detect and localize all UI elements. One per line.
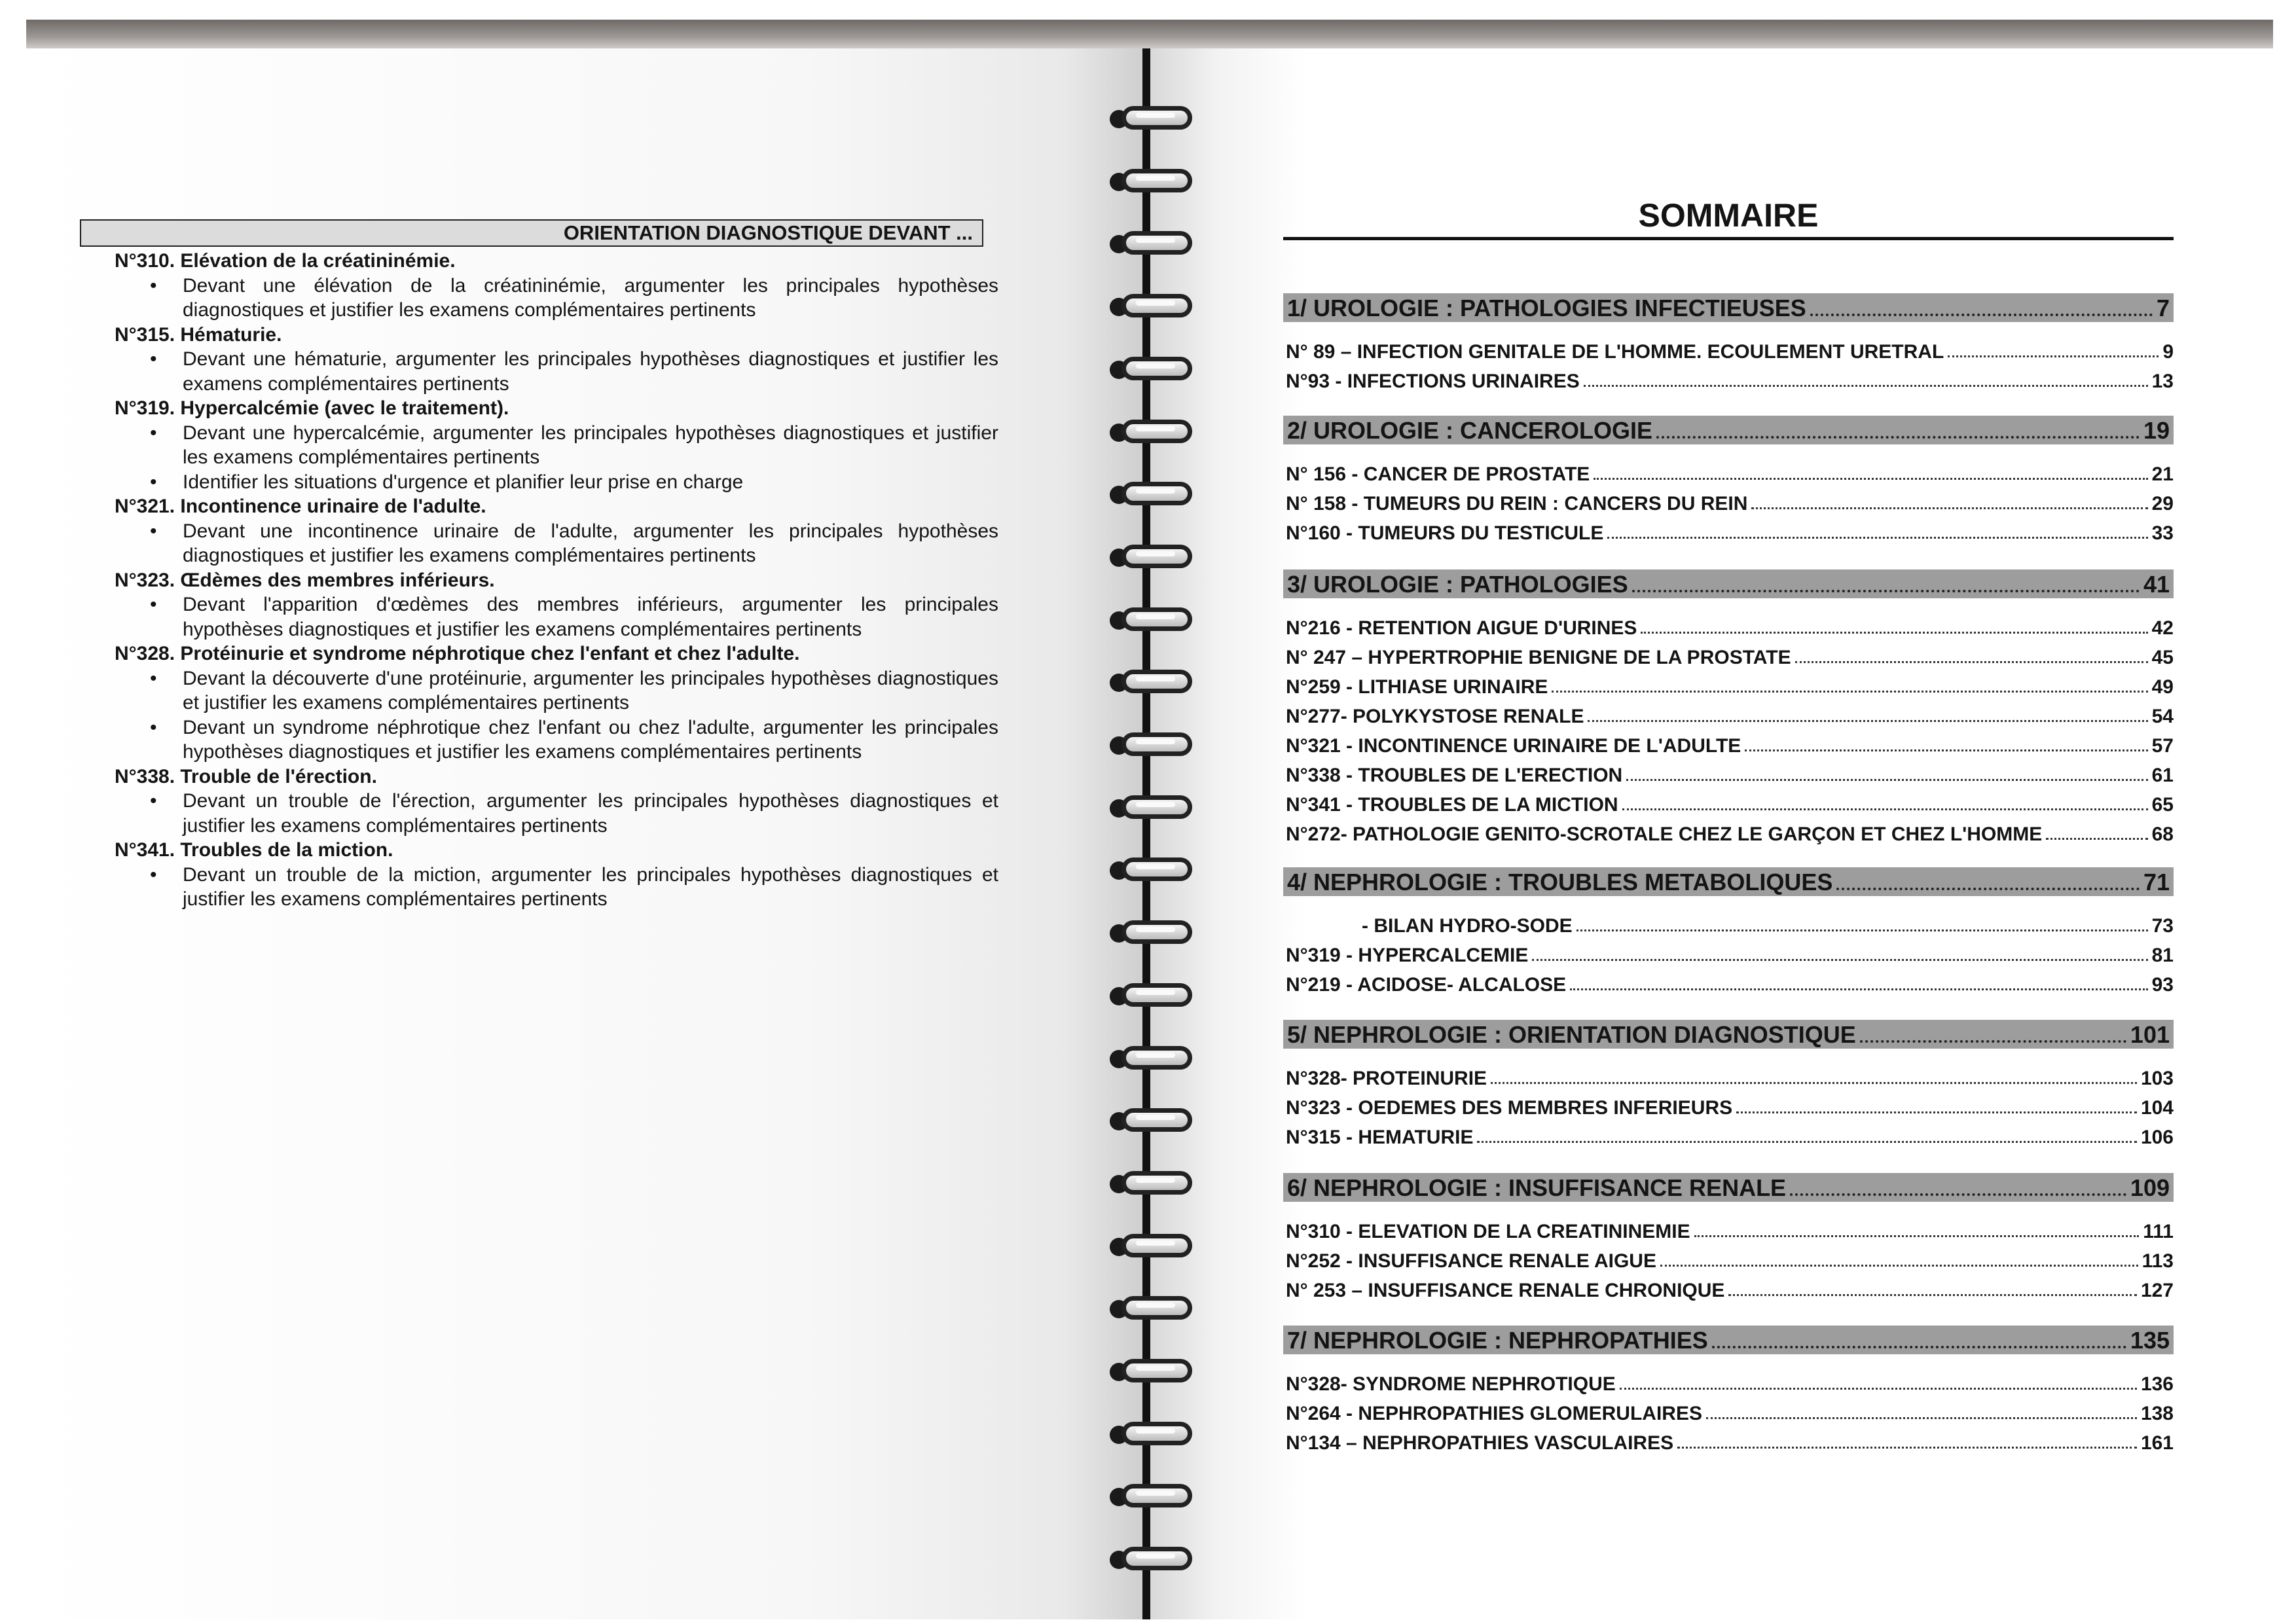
dot-leader bbox=[1795, 661, 2148, 663]
binding-ring bbox=[1110, 1231, 1195, 1261]
ring-wire bbox=[1121, 1359, 1192, 1382]
dot-leader bbox=[1584, 385, 2148, 387]
binding-ring bbox=[1110, 1419, 1195, 1449]
toc-entry bbox=[1283, 640, 2174, 669]
toc-entries bbox=[1283, 1214, 2174, 1302]
toc-section bbox=[1283, 1020, 2174, 1149]
entry-label: N°160 - TUMEURS DU TESTICULE bbox=[1286, 522, 1604, 544]
entry-label: N°134 – NEPHROPATHIES VASCULAIRES bbox=[1286, 1432, 1674, 1454]
dot-leader bbox=[1588, 720, 2147, 722]
objective-title: N°319. Hypercalcémie (avec le traitement). bbox=[115, 397, 509, 419]
toc-entries bbox=[1283, 1060, 2174, 1149]
objectives-list bbox=[115, 249, 998, 912]
toc-entry bbox=[1283, 1060, 2174, 1090]
entry-label: N°93 - INFECTIONS URINAIRES bbox=[1286, 370, 1580, 392]
objective-title: N°338. Trouble de l'érection. bbox=[115, 765, 377, 787]
entry-page-number: 13 bbox=[2151, 370, 2174, 392]
toc-entry bbox=[1283, 698, 2174, 728]
entry-label: N°252 - INSUFFISANCE RENALE AIGUE bbox=[1286, 1250, 1656, 1272]
section-page-number: 19 bbox=[2143, 417, 2170, 444]
binding-ring bbox=[1110, 1106, 1195, 1136]
entry-label: N°216 - RETENTION AIGUE D'URINES bbox=[1286, 617, 1637, 639]
ring-wire bbox=[1121, 732, 1192, 756]
entry-label: N° 247 – HYPERTROPHIE BENIGNE DE LA PROSTATE bbox=[1286, 647, 1791, 668]
section-page-number: 7 bbox=[2156, 295, 2170, 321]
ring-shine bbox=[1136, 1240, 1175, 1246]
toc-entry bbox=[1283, 1396, 2174, 1425]
entry-label: N° 253 – INSUFFISANCE RENALE CHRONIQUE bbox=[1286, 1280, 1725, 1301]
section-page-number: 109 bbox=[2130, 1174, 2170, 1201]
ring-shine bbox=[1136, 739, 1175, 744]
ring-wire bbox=[1121, 1046, 1192, 1070]
ring-shine bbox=[1136, 614, 1175, 619]
toc-entry bbox=[1283, 937, 2174, 967]
ring-shine bbox=[1136, 363, 1175, 369]
binding-ring bbox=[1110, 855, 1195, 885]
dot-leader bbox=[1810, 314, 2153, 316]
dot-leader bbox=[1836, 888, 2140, 890]
toc-entry bbox=[1283, 515, 2174, 545]
dot-leader bbox=[2046, 838, 2147, 840]
entry-label: N° 158 - TUMEURS DU REIN : CANCERS DU REIN bbox=[1286, 493, 1748, 514]
ring-shine bbox=[1136, 864, 1175, 869]
objective-bullets bbox=[115, 863, 998, 912]
toc-entry bbox=[1283, 967, 2174, 996]
toc-section-header bbox=[1283, 867, 2174, 896]
objective-title: N°321. Incontinence urinaire de l'adulte. bbox=[115, 496, 486, 517]
ring-wire bbox=[1121, 106, 1192, 130]
objective-title: N°341. Troubles de la miction. bbox=[115, 839, 393, 861]
binding-ring bbox=[1110, 1293, 1195, 1324]
entry-label: N°319 - HYPERCALCEMIE bbox=[1286, 945, 1529, 966]
toc-entry bbox=[1283, 363, 2174, 393]
objective-bullet: • Devant une hématurie, argumenter les principales hypothèses diagnostiques et justifier les examens complémentaires pertinents bbox=[183, 347, 998, 396]
page-title: SOMMAIRE bbox=[1638, 197, 1819, 234]
entry-label: N°328- SYNDROME NEPHROTIQUE bbox=[1286, 1373, 1616, 1395]
ring-wire bbox=[1121, 231, 1192, 255]
ring-wire bbox=[1121, 1108, 1192, 1132]
toc-section-header bbox=[1283, 1173, 2174, 1202]
binding-ring bbox=[1110, 605, 1195, 635]
entry-page-number: 104 bbox=[2140, 1097, 2174, 1119]
binding-ring bbox=[1110, 1544, 1195, 1574]
section-page-number: 41 bbox=[2143, 571, 2170, 598]
dot-leader bbox=[1552, 691, 2147, 693]
binding-ring bbox=[1110, 1356, 1195, 1386]
objective-title: N°315. Hématurie. bbox=[115, 323, 282, 346]
dot-leader bbox=[1728, 1294, 2137, 1296]
section-page-number: 135 bbox=[2130, 1327, 2170, 1354]
objective-title: N°328. Protéinurie et syndrome néphrotique chez l'enfant et chez l'adulte. bbox=[115, 643, 800, 664]
entry-page-number: 65 bbox=[2151, 794, 2174, 816]
toc-entry bbox=[1283, 456, 2174, 486]
binding-ring bbox=[1110, 542, 1195, 572]
ring-wire bbox=[1121, 420, 1192, 443]
dot-leader bbox=[1712, 1346, 2126, 1348]
objective-bullet: • Devant la découverte d'une protéinurie, argumenter les principales hypothèses diagnostiques et justifier les examens complémentaires pertinents bbox=[183, 666, 998, 715]
entry-page-number: 57 bbox=[2151, 735, 2174, 757]
toc-section-header bbox=[1283, 1326, 2174, 1354]
entry-page-number: 42 bbox=[2151, 617, 2174, 639]
toc-entry bbox=[1283, 669, 2174, 698]
toc-section-header bbox=[1283, 569, 2174, 598]
toc-entry bbox=[1283, 610, 2174, 640]
entry-page-number: 61 bbox=[2151, 765, 2174, 786]
scan-top-edge-gap bbox=[2273, 20, 2296, 48]
dot-leader bbox=[1948, 355, 2159, 357]
toc-entries bbox=[1283, 456, 2174, 545]
objective-bullets bbox=[115, 274, 998, 323]
entry-label: N° 156 - CANCER DE PROSTATE bbox=[1286, 463, 1590, 485]
dot-leader bbox=[1660, 1265, 2138, 1267]
objective-bullets bbox=[115, 347, 998, 396]
ring-shine bbox=[1136, 1115, 1175, 1120]
ring-wire bbox=[1121, 1547, 1192, 1570]
ring-shine bbox=[1136, 1553, 1175, 1559]
entry-label: N° 89 – INFECTION GENITALE DE L'HOMME. ECOULEMENT URETRAL bbox=[1286, 341, 1944, 363]
toc-entry bbox=[1283, 1272, 2174, 1302]
ring-shine bbox=[1136, 1428, 1175, 1434]
entry-label: N°219 - ACIDOSE- ALCALOSE bbox=[1286, 974, 1567, 996]
binding-ring bbox=[1110, 730, 1195, 760]
toc-entry bbox=[1283, 1119, 2174, 1149]
binding-ring bbox=[1110, 291, 1195, 321]
objective-bullet: • Devant un trouble de la miction, argumenter les principales hypothèses diagnostiques et justifier les examens complémentaires pertinents bbox=[183, 863, 998, 912]
toc-section bbox=[1283, 293, 2174, 393]
ring-wire bbox=[1121, 670, 1192, 693]
ring-shine bbox=[1136, 175, 1175, 181]
entry-label: N°277- POLYKYSTOSE RENALE bbox=[1286, 706, 1584, 727]
toc-section-header bbox=[1283, 1020, 2174, 1049]
ring-wire bbox=[1121, 1422, 1192, 1445]
toc-entries bbox=[1283, 610, 2174, 846]
dot-leader bbox=[1532, 959, 2147, 961]
entry-page-number: 68 bbox=[2151, 823, 2174, 845]
section-label: 6/ NEPHROLOGIE : INSUFFISANCE RENALE bbox=[1287, 1174, 1787, 1201]
objective-bullet: • Devant une élévation de la créatininémie, argumenter les principales hypothèses diagnostiques et justifier les examens complémentaires pertinents bbox=[183, 274, 998, 323]
ring-shine bbox=[1136, 802, 1175, 807]
dot-leader bbox=[1860, 1040, 2126, 1043]
toc-section bbox=[1283, 1326, 2174, 1454]
entry-page-number: 136 bbox=[2140, 1373, 2174, 1395]
ring-wire bbox=[1121, 607, 1192, 631]
binding-ring bbox=[1110, 1043, 1195, 1074]
objective-bullets bbox=[115, 519, 998, 568]
ring-wire bbox=[1121, 1171, 1192, 1195]
entry-page-number: 29 bbox=[2151, 493, 2174, 514]
objective-bullets bbox=[115, 592, 998, 641]
ring-shine bbox=[1136, 488, 1175, 494]
left-page-header: ORIENTATION DIAGNOSTIQUE DEVANT ... bbox=[80, 219, 983, 247]
dot-leader bbox=[1622, 808, 2148, 810]
dot-leader bbox=[1751, 507, 2147, 509]
entry-label: N°264 - NEPHROPATHIES GLOMERULAIRES bbox=[1286, 1403, 1702, 1424]
binding-ring bbox=[1110, 417, 1195, 447]
toc-section bbox=[1283, 867, 2174, 996]
dot-leader bbox=[1632, 590, 2140, 592]
section-page-number: 71 bbox=[2143, 869, 2170, 895]
section-page-number: 101 bbox=[2130, 1021, 2170, 1048]
ring-wire bbox=[1121, 857, 1192, 881]
toc-entries bbox=[1283, 908, 2174, 996]
dot-leader bbox=[1477, 1141, 2136, 1143]
section-label: 1/ UROLOGIE : PATHOLOGIES INFECTIEUSES bbox=[1287, 295, 1806, 321]
toc-section bbox=[1283, 1173, 2174, 1302]
dot-leader bbox=[1594, 478, 2147, 480]
dot-leader bbox=[1656, 436, 2140, 439]
ring-shine bbox=[1136, 1490, 1175, 1496]
toc-entry bbox=[1283, 728, 2174, 757]
entry-page-number: 111 bbox=[2143, 1221, 2174, 1242]
ring-wire bbox=[1121, 983, 1192, 1007]
ring-wire bbox=[1121, 294, 1192, 317]
binding-ring bbox=[1110, 228, 1195, 259]
entry-page-number: 9 bbox=[2162, 341, 2174, 363]
entry-page-number: 103 bbox=[2140, 1068, 2174, 1089]
entry-label: N°272- PATHOLOGIE GENITO-SCROTALE CHEZ LE GARÇON ET CHEZ L'HOMME bbox=[1286, 823, 2043, 845]
ring-wire bbox=[1121, 357, 1192, 380]
dot-leader bbox=[1570, 988, 2147, 990]
entry-page-number: 49 bbox=[2151, 676, 2174, 698]
ring-shine bbox=[1136, 113, 1175, 118]
objective-title: N°323. Œdèmes des membres inférieurs. bbox=[115, 569, 495, 591]
binding-ring bbox=[1110, 1481, 1195, 1511]
entry-page-number: 73 bbox=[2151, 915, 2174, 937]
objective-bullet: • Devant une incontinence urinaire de l'adulte, argumenter les principales hypothèses diagnostiques et justifier les examens complémentaires pertinents bbox=[183, 519, 998, 568]
entry-label: N°310 - ELEVATION DE LA CREATININEMIE bbox=[1286, 1221, 1690, 1242]
toc-entries bbox=[1283, 1366, 2174, 1454]
dot-leader bbox=[1790, 1193, 2126, 1196]
dot-leader bbox=[1491, 1082, 2137, 1084]
section-label: 7/ NEPHROLOGIE : NEPHROPATHIES bbox=[1287, 1327, 1708, 1354]
objective-bullets bbox=[115, 421, 998, 495]
ring-wire bbox=[1121, 1484, 1192, 1507]
binding-ring bbox=[1110, 918, 1195, 948]
entry-label: N°338 - TROUBLES DE L'ERECTION bbox=[1286, 765, 1623, 786]
toc-entry bbox=[1283, 1425, 2174, 1454]
objective-bullets bbox=[115, 789, 998, 838]
entry-page-number: 21 bbox=[2151, 463, 2174, 485]
ring-shine bbox=[1136, 676, 1175, 681]
ring-shine bbox=[1136, 1303, 1175, 1308]
ring-wire bbox=[1121, 920, 1192, 944]
toc-section-header bbox=[1283, 293, 2174, 322]
toc-section bbox=[1283, 416, 2174, 545]
entry-label: N°328- PROTEINURIE bbox=[1286, 1068, 1487, 1089]
ring-shine bbox=[1136, 1365, 1175, 1371]
entry-label: N°259 - LITHIASE URINAIRE bbox=[1286, 676, 1548, 698]
dot-leader bbox=[1576, 929, 2148, 931]
ring-shine bbox=[1136, 300, 1175, 306]
entry-page-number: 127 bbox=[2140, 1280, 2174, 1301]
ring-shine bbox=[1136, 1053, 1175, 1058]
toc-entry bbox=[1283, 486, 2174, 515]
binding-ring bbox=[1110, 354, 1195, 384]
entry-page-number: 106 bbox=[2140, 1127, 2174, 1148]
binding-ring bbox=[1110, 479, 1195, 509]
section-label: 3/ UROLOGIE : PATHOLOGIES bbox=[1287, 571, 1628, 598]
ring-wire bbox=[1121, 1234, 1192, 1257]
dot-leader bbox=[1626, 779, 2147, 781]
objective-bullet: • Devant l'apparition d'œdèmes des membres inférieurs, argumenter les principales hypothèses diagnostiques et justifier les examens complémentaires pertinents bbox=[183, 592, 998, 641]
entry-label: N°341 - TROUBLES DE LA MICTION bbox=[1286, 794, 1618, 816]
entry-page-number: 93 bbox=[2151, 974, 2174, 996]
dot-leader bbox=[1607, 537, 2147, 539]
dot-leader bbox=[1641, 632, 2147, 634]
ring-wire bbox=[1121, 482, 1192, 505]
scan-top-edge bbox=[26, 20, 2273, 48]
section-label: 2/ UROLOGIE : CANCEROLOGIE bbox=[1287, 417, 1653, 444]
toc-entries bbox=[1283, 334, 2174, 393]
toc-entry bbox=[1283, 908, 2174, 937]
entry-page-number: 138 bbox=[2140, 1403, 2174, 1424]
entry-label: N°323 - OEDEMES DES MEMBRES INFERIEURS bbox=[1286, 1097, 1733, 1119]
entry-page-number: 113 bbox=[2141, 1250, 2174, 1272]
ring-shine bbox=[1136, 990, 1175, 995]
title-rule bbox=[1283, 237, 2174, 240]
entry-page-number: 33 bbox=[2151, 522, 2174, 544]
objective-bullet: • Devant une hypercalcémie, argumenter les principales hypothèses diagnostiques et justifier les examens complémentaires pertinents bbox=[183, 421, 998, 470]
entry-label: N°315 - HEMATURIE bbox=[1286, 1127, 1474, 1148]
objective-bullet: • Devant un trouble de l'érection, argumenter les principales hypothèses diagnostiques et justifier les examens complémentaires pertinents bbox=[183, 789, 998, 838]
binding-ring bbox=[1110, 981, 1195, 1011]
entry-label: - BILAN HYDRO-SODE bbox=[1362, 915, 1573, 937]
toc-entry bbox=[1283, 787, 2174, 816]
binding-ring bbox=[1110, 667, 1195, 697]
entry-page-number: 45 bbox=[2151, 647, 2174, 668]
ring-shine bbox=[1136, 238, 1175, 243]
ring-wire bbox=[1121, 169, 1192, 192]
entry-page-number: 54 bbox=[2151, 706, 2174, 727]
dot-leader bbox=[1706, 1417, 2137, 1419]
binding-ring bbox=[1110, 1168, 1195, 1199]
objective-title: N°310. Elévation de la créatininémie. bbox=[115, 250, 456, 272]
dot-leader bbox=[1620, 1388, 2137, 1390]
ring-wire bbox=[1121, 545, 1192, 568]
objective-bullet: • Identifier les situations d'urgence et planifier leur prise en charge bbox=[183, 470, 998, 495]
toc-section bbox=[1283, 569, 2174, 846]
toc-entry bbox=[1283, 757, 2174, 787]
toc-entry bbox=[1283, 1090, 2174, 1119]
toc-entry bbox=[1283, 1366, 2174, 1396]
ring-wire bbox=[1121, 1296, 1192, 1320]
entry-label: N°321 - INCONTINENCE URINAIRE DE L'ADULTE bbox=[1286, 735, 1741, 757]
binding-ring bbox=[1110, 103, 1195, 134]
toc-section-header bbox=[1283, 416, 2174, 444]
entry-page-number: 161 bbox=[2140, 1432, 2174, 1454]
objective-bullets bbox=[115, 666, 998, 765]
binding-ring bbox=[1110, 793, 1195, 823]
toc-entry bbox=[1283, 816, 2174, 846]
dot-leader bbox=[1745, 749, 2147, 751]
binding-ring bbox=[1110, 166, 1195, 196]
objective-bullet: • Devant un syndrome néphrotique chez l'enfant ou chez l'adulte, argumenter les principales hypothèses diagnostiques et justifier les examens complémentaires pertinents bbox=[183, 715, 998, 765]
ring-shine bbox=[1136, 927, 1175, 932]
ring-shine bbox=[1136, 1178, 1175, 1183]
section-label: 5/ NEPHROLOGIE : ORIENTATION DIAGNOSTIQUE bbox=[1287, 1021, 1856, 1048]
toc-entry bbox=[1283, 1214, 2174, 1243]
toc-entry bbox=[1283, 1243, 2174, 1272]
dot-leader bbox=[1694, 1235, 2140, 1237]
dot-leader bbox=[1677, 1447, 2137, 1449]
ring-wire bbox=[1121, 795, 1192, 819]
section-label: 4/ NEPHROLOGIE : TROUBLES METABOLIQUES bbox=[1287, 869, 1833, 895]
dot-leader bbox=[1736, 1111, 2137, 1113]
ring-shine bbox=[1136, 551, 1175, 556]
entry-page-number: 81 bbox=[2151, 945, 2174, 966]
ring-shine bbox=[1136, 426, 1175, 431]
toc-entry bbox=[1283, 334, 2174, 363]
